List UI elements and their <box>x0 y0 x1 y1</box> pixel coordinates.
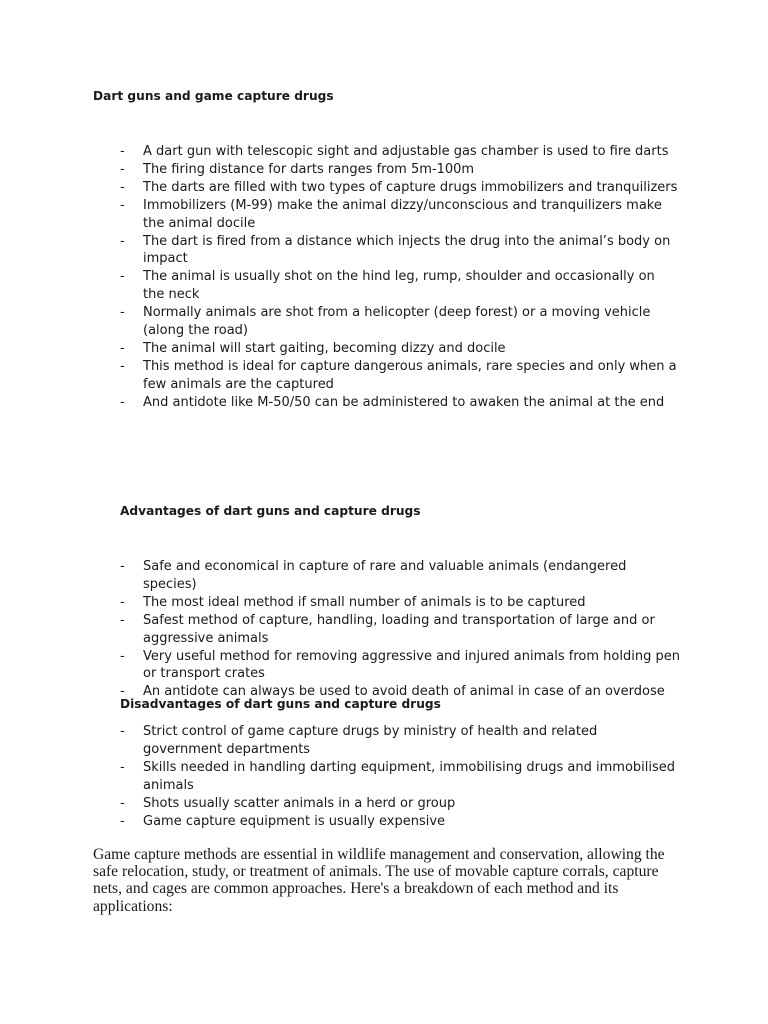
list-marker: - <box>120 161 125 177</box>
list-marker: - <box>120 340 125 356</box>
list-item-text: The dart is fired from a distance which injects the drug into the animal’s body on impact <box>143 233 671 267</box>
list-item <box>120 759 680 795</box>
list-marker: - <box>120 305 125 321</box>
advantages-list <box>120 558 680 701</box>
list-item <box>120 723 680 759</box>
list-item-text: The firing distance for darts ranges from 5m-100m <box>143 161 475 177</box>
list-item-text: Game capture equipment is usually expensive <box>143 813 446 829</box>
list-item-text: The animal will start gaiting, becoming dizzy and docile <box>143 340 506 356</box>
list-item-text: Normally animals are shot from a helicopter (deep forest) or a moving vehicle (along the road) <box>143 305 651 339</box>
list-item-text: The most ideal method if small number of animals is to be captured <box>143 594 586 610</box>
list-item-text: Very useful method for removing aggressive and injured animals from holding pen or transport crates <box>143 648 680 682</box>
list-item-text: And antidote like M-50/50 can be administered to awaken the animal at the end <box>143 394 665 410</box>
list-marker: - <box>120 612 125 628</box>
list-item-text: Shots usually scatter animals in a herd or group <box>143 795 456 811</box>
advantages-heading: Advantages of dart guns and capture drugs <box>120 504 421 518</box>
list-item <box>120 268 680 304</box>
list-item-text: Immobilizers (M-99) make the animal dizzy/unconscious and tranquilizers make the animal docile <box>143 197 662 231</box>
list-marker: - <box>120 179 125 195</box>
list-item <box>120 143 680 161</box>
list-marker: - <box>120 813 125 829</box>
list-marker: - <box>120 795 125 811</box>
list-item-text: Safest method of capture, handling, loading and transportation of large and or aggressive animals <box>143 612 655 646</box>
method-points-list <box>120 143 680 412</box>
list-item <box>120 612 680 648</box>
disadvantages-heading: Disadvantages of dart guns and capture drugs <box>120 697 441 711</box>
list-item <box>120 648 680 684</box>
list-marker: - <box>120 724 125 739</box>
list-marker: - <box>120 559 125 574</box>
list-marker: - <box>120 269 125 285</box>
list-item <box>120 304 680 340</box>
list-item <box>120 179 680 197</box>
list-marker: - <box>120 594 125 610</box>
list-item-text: This method is ideal for capture dangerous animals, rare species and only when a few animals are the captured <box>143 358 677 392</box>
list-item <box>120 233 680 269</box>
list-marker: - <box>120 394 125 410</box>
list-item <box>120 394 680 412</box>
list-item <box>120 558 680 594</box>
closing-paragraph: Game capture methods are essential in wildlife management and conservation, allowing the safe relocation, study, or treatment of animals. The use of movable capture corrals, capture nets, and cages are common approaches. Here's a breakdown of each method and its applications: <box>93 846 665 915</box>
list-marker: - <box>120 648 125 664</box>
list-item <box>120 813 680 831</box>
list-marker: - <box>120 144 125 159</box>
list-item <box>120 161 680 179</box>
list-marker: - <box>120 684 125 700</box>
disadvantages-list <box>120 723 680 830</box>
list-marker: - <box>120 233 125 249</box>
list-marker: - <box>120 197 125 213</box>
list-item-text: A dart gun with telescopic sight and adjustable gas chamber is used to fire darts <box>143 144 669 159</box>
list-item <box>120 197 680 233</box>
list-item-text: The animal is usually shot on the hind leg, rump, shoulder and occasionally on the neck <box>143 269 655 303</box>
list-marker: - <box>120 358 125 374</box>
list-item-text: Skills needed in handling darting equipment, immobilising drugs and immobilised animals <box>143 759 676 793</box>
list-item-text: Strict control of game capture drugs by ministry of health and related government departments <box>143 724 598 757</box>
document-title: Dart guns and game capture drugs <box>93 89 334 103</box>
list-marker: - <box>120 759 125 775</box>
list-item <box>120 358 680 394</box>
list-item-text: An antidote can always be used to avoid death of animal in case of an overdose <box>143 684 665 700</box>
list-item <box>120 340 680 358</box>
list-item <box>120 594 680 612</box>
list-item <box>120 795 680 813</box>
list-item-text: Safe and economical in capture of rare and valuable animals (endangered species) <box>143 559 627 592</box>
list-item-text: The darts are filled with two types of capture drugs immobilizers and tranquilizers <box>143 179 678 195</box>
